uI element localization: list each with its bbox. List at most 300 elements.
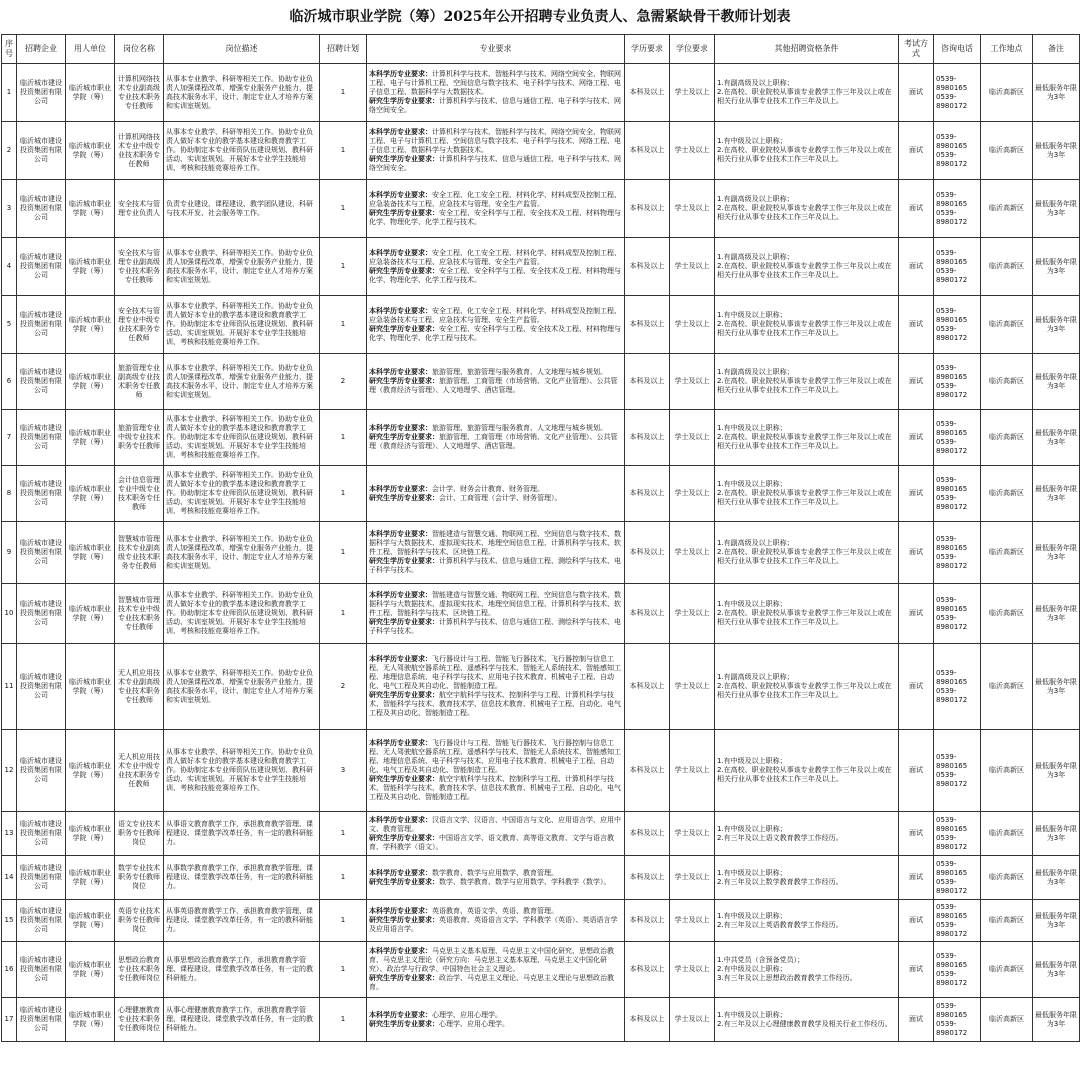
unit-cell: 临沂城市职业学院（筹） [66, 296, 115, 354]
major-req-text: 航空宇航科学与技术、控制科学与工程、计算机科学与技术、智能科学与技术、教育技术学、信息技术教育、机械电子工程、自动化、电气工程及其自动化、智能制造工程。 [369, 691, 621, 717]
major-req-text: 政治学、马克思主义理论、马克思主义理论与思想政治教育。 [369, 974, 614, 991]
row-no-cell: 11 [2, 644, 17, 730]
plan-cell: 1 [320, 122, 367, 180]
major-req-line [369, 377, 622, 395]
row-no-cell: 15 [2, 900, 17, 942]
note-cell: 最低服务年限为3年 [1033, 644, 1080, 730]
major-req-cell [367, 730, 625, 812]
place-cell: 临沂高新区 [981, 900, 1033, 942]
company-cell: 临沂城市建设投资集团有限公司 [17, 122, 66, 180]
row-no-cell: 7 [2, 410, 17, 466]
place-cell: 临沂高新区 [981, 122, 1033, 180]
exam-cell: 面试 [899, 296, 934, 354]
post-desc-cell: 从事本专业教学、科研等相关工作。协助专业负责人加强课程改革，增强专业服务产业能力，提高技术服务水平，设计、制定专业人才培养方案和实训室规划。 [164, 644, 320, 730]
other-req-line: 2.有中级及以上职称； [717, 965, 787, 973]
table-row [2, 812, 1080, 856]
major-req-text: 安全工程、化工安全工程、材料化学、材料成型及控制工程、应急装备技术与工程、应急技术与管理、安全生产监管。 [369, 190, 621, 208]
major-req-line [369, 249, 622, 267]
phone-cell: 0539-8980165 0539-8980172 [934, 354, 981, 410]
company-cell: 临沂城市建设投资集团有限公司 [17, 998, 66, 1042]
post-desc-cell: 从事本专业教学、科研等相关工作。协助专业负责人加强课程改革，增强专业服务产业能力，提高技术服务水平，设计、制定专业人才培养方案和实训室规划。 [164, 64, 320, 122]
company-cell: 临沂城市建设投资集团有限公司 [17, 180, 66, 238]
row-no-cell: 8 [2, 466, 17, 522]
edu-req-cell: 本科及以上 [625, 812, 670, 856]
company-cell: 临沂城市建设投资集团有限公司 [17, 812, 66, 856]
row-no-cell: 2 [2, 122, 17, 180]
major-req-text: 会计学、财务会计教育、财务管理。 [432, 484, 544, 493]
unit-cell: 临沂城市职业学院（筹） [66, 64, 115, 122]
phone-cell: 0539-8980165 0539-8980172 [934, 64, 981, 122]
plan-cell: 1 [320, 64, 367, 122]
edu-req-cell: 本科及以上 [625, 998, 670, 1042]
note-cell: 最低服务年限为3年 [1033, 410, 1080, 466]
note-cell: 最低服务年限为3年 [1033, 942, 1080, 998]
phone-cell: 0539-8980165 0539-8980172 [934, 942, 981, 998]
other-req-line: 2.在高校、职业院校从事该专业教学工作三年及以上或在相关行业从事专业技术工作三年及以上。 [717, 609, 892, 626]
exam-cell: 面试 [899, 122, 934, 180]
major-req-cell [367, 466, 625, 522]
degree-req-cell: 学士及以上 [670, 812, 715, 856]
major-req-label: 本科学历专业要求： [369, 128, 432, 136]
major-req-label: 本科学历专业要求： [369, 1010, 432, 1019]
table-row [2, 180, 1080, 238]
major-req-line [369, 739, 622, 775]
other-req-cell [715, 644, 899, 730]
table-row [2, 522, 1080, 584]
company-cell: 临沂城市建设投资集团有限公司 [17, 644, 66, 730]
major-req-text: 飞行器设计与工程、智能飞行器技术、飞行器控制与信息工程、无人驾驶航空器系统工程、遥感科学与技术、智能无人系统技术、智能感知工程、地理信息系统、电子科学与技术、应用电子技术教育、机械电子工程、自动化、电气工程及其自动化、智能制造工程。 [369, 655, 621, 690]
post-desc-cell: 从事数学教育教学工作，承担教育教学管理、课程建设、课堂教学改革任务，有一定的教科研能力。 [164, 856, 320, 900]
post-name-cell: 心理健康教育专业技术职务专任教师岗位 [115, 998, 164, 1042]
major-req-text: 心理学、应用心理学。 [439, 1019, 509, 1028]
major-req-label: 本科学历专业要求： [369, 655, 432, 663]
phone-cell: 0539-8980165 0539-8980172 [934, 122, 981, 180]
other-req-line: 1.有中级及以上职称； [717, 600, 787, 608]
exam-cell: 面试 [899, 466, 934, 522]
other-req-line: 1.有中级及以上职称； [717, 868, 787, 877]
major-req-label: 研究生学历专业要求： [369, 974, 439, 982]
major-req-line [369, 307, 622, 325]
row-no-cell: 6 [2, 354, 17, 410]
major-req-line [369, 591, 622, 618]
company-cell: 临沂城市建设投资集团有限公司 [17, 900, 66, 942]
other-req-cell [715, 900, 899, 942]
phone-cell: 0539-8980165 0539-8980172 [934, 466, 981, 522]
exam-cell: 面试 [899, 900, 934, 942]
major-req-text: 智能建造与智慧交通、物联网工程、空间信息与数字技术、数据科学与大数据技术、虚拟现实技术、地理空间信息工程、计算机科学与技术、软件工程、智能科学与技术、区块链工程。 [369, 591, 621, 617]
major-req-label: 本科学历专业要求： [369, 530, 432, 538]
major-req-line [369, 1020, 622, 1029]
other-req-line: 2.有三年及以上数学教育教学工作经历。 [717, 877, 843, 886]
header-edu: 学历要求 [625, 35, 670, 64]
other-req-cell [715, 584, 899, 644]
table-body [2, 64, 1080, 1042]
unit-cell: 临沂城市职业学院（筹） [66, 522, 115, 584]
other-req-line: 1.有副高级及以上职称； [717, 368, 794, 376]
other-req-line: 2.有三年及以上英语教育教学工作经历。 [717, 920, 843, 929]
major-req-text: 旅游管理、旅游管理与服务教育、人文地理与城乡规划。 [432, 424, 607, 432]
note-cell: 最低服务年限为3年 [1033, 466, 1080, 522]
major-req-label: 本科学历专业要求： [369, 815, 432, 824]
other-req-line: 1.有副高级及以上职称； [717, 195, 794, 203]
edu-req-cell: 本科及以上 [625, 410, 670, 466]
post-desc-cell: 从事本专业教学、科研等相关工作。协助专业负责人加强课程改革，增强专业服务产业能力，提高技术服务水平，设计、制定专业人才培养方案和实训室规划。 [164, 238, 320, 296]
degree-req-cell: 学士及以上 [670, 410, 715, 466]
other-req-line: 1.有中级及以上职称； [717, 137, 787, 145]
major-req-text: 安全工程、化工安全工程、材料化学、材料成型及控制工程、应急装备技术与工程、应急技术与管理、安全生产监管。 [369, 248, 621, 266]
major-req-line [369, 485, 622, 494]
post-desc-cell: 从事本专业教学、科研等相关工作。协助专业负责人做好本专业的教学基本建设和教育教学工作。协助制定本专业师资队伍建设规划、教科研活动、实训室规划。开展好本专业学生技能培训、考核和技能竞赛培养工作。 [164, 122, 320, 180]
major-req-text: 安全工程、安全科学与工程、安全技术及工程、材料物理与化学、物理化学、化学工程与技术。 [369, 208, 621, 226]
degree-req-cell: 学士及以上 [670, 64, 715, 122]
unit-cell: 临沂城市职业学院（筹） [66, 584, 115, 644]
plan-cell: 1 [320, 856, 367, 900]
other-req-line: 1.有副高级及以上职称； [717, 253, 794, 261]
header-degree: 学位要求 [670, 35, 715, 64]
major-req-label: 研究生学历专业要求： [369, 618, 439, 626]
other-req-cell [715, 296, 899, 354]
major-req-text: 安全工程、安全科学与工程、安全技术及工程、材料物理与化学、物理化学、化学工程与技术。 [369, 324, 621, 342]
recruitment-table [1, 34, 1080, 1042]
post-name-cell: 计算机网络技术专业中级专业技术职务专任教师 [115, 122, 164, 180]
header-place: 工作地点 [981, 35, 1033, 64]
other-req-line: 2.在高校、职业院校从事该专业教学工作三年及以上或在相关行业从事专业技术工作三年及以上。 [717, 204, 892, 221]
major-req-text: 安全工程、安全科学与工程、安全技术及工程、材料物理与化学、物理化学、化学工程与技术。 [369, 266, 621, 284]
table-row [2, 856, 1080, 900]
major-req-line [369, 916, 622, 934]
degree-req-cell: 学士及以上 [670, 856, 715, 900]
phone-cell: 0539-8980165 0539-8980172 [934, 584, 981, 644]
major-req-line [369, 907, 622, 916]
other-req-line: 1.有副高级及以上职称； [717, 79, 794, 87]
degree-req-cell: 学士及以上 [670, 644, 715, 730]
post-desc-cell: 从事心理健康教育教学工作，承担教育教学管理、课程建设、课堂教学改革任务，有一定的教科研能力。 [164, 998, 320, 1042]
major-req-label: 本科学历专业要求： [369, 868, 432, 877]
major-req-label: 研究生学历专业要求： [369, 775, 439, 783]
row-no-cell: 9 [2, 522, 17, 584]
other-req-cell [715, 998, 899, 1042]
major-req-line [369, 878, 622, 887]
other-req-cell [715, 812, 899, 856]
major-req-text: 航空宇航科学与技术、控制科学与工程、计算机科学与技术、智能科学与技术、教育技术学、信息技术教育、机械电子工程、自动化、电气工程及其自动化、智能制造工程。 [369, 775, 621, 801]
plan-cell: 1 [320, 812, 367, 856]
major-req-text: 会计、工商管理（会计学、财务管理）。 [439, 493, 562, 502]
row-no-cell: 4 [2, 238, 17, 296]
major-req-label: 本科学历专业要求： [369, 248, 432, 257]
major-req-label: 研究生学历专业要求： [369, 877, 439, 886]
edu-req-cell: 本科及以上 [625, 942, 670, 998]
major-req-line [369, 834, 622, 852]
phone-cell: 0539-8980165 0539-8980172 [934, 856, 981, 900]
plan-cell: 2 [320, 644, 367, 730]
degree-req-cell: 学士及以上 [670, 466, 715, 522]
table-row [2, 122, 1080, 180]
major-req-label: 本科学历专业要求： [369, 947, 432, 955]
other-req-line: 2.在高校、职业院校从事该专业教学工作三年及以上或在相关行业从事专业技术工作三年及以上。 [717, 377, 892, 394]
major-req-line [369, 97, 622, 115]
exam-cell: 面试 [899, 644, 934, 730]
post-desc-cell: 从事本专业教学、科研等相关工作。协助专业负责人加强课程改革，增强专业服务产业能力，提高技术服务水平，设计、制定专业人才培养方案和实训室规划。 [164, 354, 320, 410]
note-cell: 最低服务年限为3年 [1033, 296, 1080, 354]
major-req-cell [367, 122, 625, 180]
place-cell: 临沂高新区 [981, 998, 1033, 1042]
major-req-line [369, 655, 622, 691]
major-req-label: 研究生学历专业要求： [369, 97, 439, 105]
edu-req-cell: 本科及以上 [625, 466, 670, 522]
other-req-line: 2.在高校、职业院校从事该专业教学工作三年及以上或在相关行业从事专业技术工作三年及以上。 [717, 489, 892, 506]
header-plan: 招聘计划 [320, 35, 367, 64]
degree-req-cell: 学士及以上 [670, 354, 715, 410]
header-unit: 用人单位 [66, 35, 115, 64]
post-name-cell: 数学专业技术职务专任教师岗位 [115, 856, 164, 900]
plan-cell: 1 [320, 410, 367, 466]
edu-req-cell: 本科及以上 [625, 856, 670, 900]
company-cell: 临沂城市建设投资集团有限公司 [17, 942, 66, 998]
note-cell: 最低服务年限为3年 [1033, 856, 1080, 900]
table-row [2, 584, 1080, 644]
major-req-label: 研究生学历专业要求： [369, 557, 439, 565]
major-req-label: 研究生学历专业要求： [369, 691, 439, 699]
major-req-label: 研究生学历专业要求： [369, 377, 439, 385]
row-no-cell: 3 [2, 180, 17, 238]
major-req-line [369, 557, 622, 575]
major-req-line [369, 424, 622, 433]
major-req-text: 旅游管理、旅游管理与服务教育、人文地理与城乡规划。 [432, 368, 607, 376]
edu-req-cell: 本科及以上 [625, 900, 670, 942]
place-cell: 临沂高新区 [981, 180, 1033, 238]
phone-cell: 0539-8980165 0539-8980172 [934, 730, 981, 812]
major-req-text: 计算机科学与技术、信息与通信工程、测绘科学与技术、电子科学与技术。 [369, 557, 621, 574]
other-req-line: 1.有中级及以上职称； [717, 424, 787, 432]
plan-cell: 1 [320, 998, 367, 1042]
edu-req-cell: 本科及以上 [625, 64, 670, 122]
header-desc: 岗位描述 [164, 35, 320, 64]
major-req-text: 智能建造与智慧交通、物联网工程、空间信息与数字技术、数据科学与大数据技术、虚拟现实技术、地理空间信息工程、计算机科学与技术、软件工程、智能科学与技术、区块链工程。 [369, 530, 621, 556]
other-req-line: 2.在高校、职业院校从事该专业教学工作三年及以上或在相关行业从事专业技术工作三年及以上。 [717, 682, 892, 699]
other-req-cell [715, 856, 899, 900]
company-cell: 临沂城市建设投资集团有限公司 [17, 856, 66, 900]
major-req-line [369, 691, 622, 718]
other-req-line: 2.有三年及以上心理健康教育教学及相关行业工作经历。 [717, 1019, 892, 1028]
degree-req-cell: 学士及以上 [670, 900, 715, 942]
table-row [2, 942, 1080, 998]
unit-cell: 临沂城市职业学院（筹） [66, 644, 115, 730]
other-req-line: 2.在高校、职业院校从事该专业教学工作三年及以上或在相关行业从事专业技术工作三年及以上。 [717, 433, 892, 450]
major-req-cell [367, 584, 625, 644]
major-req-label: 本科学历专业要求： [369, 70, 432, 78]
place-cell: 临沂高新区 [981, 296, 1033, 354]
major-req-label: 本科学历专业要求： [369, 424, 432, 432]
major-req-line [369, 816, 622, 834]
phone-cell: 0539-8980165 0539-8980172 [934, 522, 981, 584]
post-name-cell: 旅游管理专业副高级专业技术职务专任教师 [115, 354, 164, 410]
other-req-line: 2.在高校、职业院校从事该专业教学工作三年及以上或在相关行业从事专业技术工作三年及以上。 [717, 766, 892, 783]
major-req-cell [367, 998, 625, 1042]
exam-cell: 面试 [899, 64, 934, 122]
exam-cell: 面试 [899, 942, 934, 998]
major-req-line [369, 70, 622, 97]
major-req-label: 研究生学历专业要求： [369, 916, 439, 924]
company-cell: 临沂城市建设投资集团有限公司 [17, 584, 66, 644]
major-req-label: 本科学历专业要求： [369, 484, 432, 493]
other-req-line: 1.有副高级及以上职称； [717, 539, 794, 547]
major-req-text: 安全工程、化工安全工程、材料化学、材料成型及控制工程、应急装备技术与工程、应急技术与管理、安全生产监管。 [369, 306, 621, 324]
post-name-cell: 无人机应用技术专业中级专业技术职务专任教师 [115, 730, 164, 812]
major-req-cell [367, 942, 625, 998]
major-req-line [369, 618, 622, 636]
place-cell: 临沂高新区 [981, 584, 1033, 644]
post-desc-cell: 从事本专业教学、科研等相关工作。协助专业负责人做好本专业的教学基本建设和教育教学工作。协助制定本专业师资队伍建设规划、教科研活动、实训室规划。开展好本专业学生技能培训、考核和技能竞赛培养工作。 [164, 296, 320, 354]
exam-cell: 面试 [899, 856, 934, 900]
major-req-text: 中国语言文学、语文教育、高等语文教育、文学与语言教育、学科教学（语文）。 [369, 833, 614, 851]
note-cell: 最低服务年限为3年 [1033, 522, 1080, 584]
unit-cell: 临沂城市职业学院（筹） [66, 122, 115, 180]
place-cell: 临沂高新区 [981, 522, 1033, 584]
major-req-cell [367, 900, 625, 942]
other-req-cell [715, 466, 899, 522]
unit-cell: 临沂城市职业学院（筹） [66, 812, 115, 856]
major-req-text: 计算机科学与技术、智能科学与技术、网络空间安全、物联网工程、电子与计算机工程、空间信息与数字技术、电子科学与技术、网络工程、电子信息工程、数据科学与大数据技术。 [369, 70, 621, 96]
major-req-label: 本科学历专业要求： [369, 739, 432, 747]
phone-cell: 0539-8980165 0539-8980172 [934, 812, 981, 856]
plan-cell: 2 [320, 354, 367, 410]
plan-cell: 1 [320, 238, 367, 296]
other-req-cell [715, 942, 899, 998]
other-req-cell [715, 238, 899, 296]
other-req-line: 1.有中级及以上职称； [717, 757, 787, 765]
exam-cell: 面试 [899, 998, 934, 1042]
plan-cell: 1 [320, 180, 367, 238]
major-req-line [369, 128, 622, 155]
major-req-cell [367, 354, 625, 410]
major-req-text: 计算机科学与技术、信息与通信工程、电子科学与技术、网络空间安全。 [369, 97, 621, 114]
company-cell: 临沂城市建设投资集团有限公司 [17, 354, 66, 410]
exam-cell: 面试 [899, 180, 934, 238]
other-req-line: 3.有三年及以上思想政治教育教学工作经历。 [717, 974, 857, 982]
major-req-line [369, 869, 622, 878]
degree-req-cell: 学士及以上 [670, 730, 715, 812]
company-cell: 临沂城市建设投资集团有限公司 [17, 730, 66, 812]
post-name-cell: 旅游管理专业中级专业技术职务专任教师 [115, 410, 164, 466]
header-major: 专业要求 [367, 35, 625, 64]
phone-cell: 0539-8980165 0539-8980172 [934, 296, 981, 354]
post-name-cell: 安全技术与管理专业副高级专业技术职务专任教师 [115, 238, 164, 296]
company-cell: 临沂城市建设投资集团有限公司 [17, 522, 66, 584]
unit-cell: 临沂城市职业学院（筹） [66, 354, 115, 410]
note-cell: 最低服务年限为3年 [1033, 180, 1080, 238]
major-req-text: 英语教育、英语文学、英语、教育管理。 [432, 907, 558, 915]
major-req-label: 研究生学历专业要求： [369, 324, 439, 333]
other-req-line: 2.在高校、职业院校从事该专业教学工作三年及以上或在相关行业从事专业技术工作三年及以上。 [717, 262, 892, 279]
unit-cell: 临沂城市职业学院（筹） [66, 900, 115, 942]
place-cell: 临沂高新区 [981, 410, 1033, 466]
post-name-cell: 智慧城市管理技术专业中级专业技术职务专任教师 [115, 584, 164, 644]
company-cell: 临沂城市建设投资集团有限公司 [17, 410, 66, 466]
post-name-cell: 无人机应用技术专业副高级专业技术职务专任教师 [115, 644, 164, 730]
other-req-cell [715, 354, 899, 410]
post-desc-cell: 从事思想政治教育教学工作，承担教育教学管理、课程建设、课堂教学改革任务，有一定的教科研能力。 [164, 942, 320, 998]
other-req-line: 1.有中级及以上职称； [717, 911, 787, 920]
header-phone: 咨询电话 [934, 35, 981, 64]
place-cell: 临沂高新区 [981, 644, 1033, 730]
other-req-line: 1.中共党员（含预备党员）； [717, 956, 805, 964]
plan-cell: 1 [320, 522, 367, 584]
other-req-line: 1.有中级及以上职称； [717, 311, 787, 319]
row-no-cell: 10 [2, 584, 17, 644]
post-name-cell: 思想政治教育专业技术职务专任教师岗位 [115, 942, 164, 998]
header-note: 备注 [1033, 35, 1080, 64]
document-title: 临沂城市职业学院（筹）2025年公开招聘专业负责人、急需紧缺骨干教师计划表 [289, 9, 791, 25]
plan-cell: 1 [320, 296, 367, 354]
major-req-line [369, 191, 622, 209]
major-req-line [369, 155, 622, 173]
table-header-row [2, 35, 1080, 64]
place-cell: 临沂高新区 [981, 238, 1033, 296]
other-req-cell [715, 180, 899, 238]
edu-req-cell: 本科及以上 [625, 296, 670, 354]
place-cell: 临沂高新区 [981, 730, 1033, 812]
edu-req-cell: 本科及以上 [625, 522, 670, 584]
plan-cell: 1 [320, 584, 367, 644]
major-req-label: 研究生学历专业要求： [369, 266, 439, 275]
major-req-line [369, 267, 622, 285]
major-req-label: 研究生学历专业要求： [369, 833, 439, 842]
major-req-cell [367, 812, 625, 856]
edu-req-cell: 本科及以上 [625, 238, 670, 296]
major-req-label: 本科学历专业要求： [369, 306, 432, 315]
table-row [2, 644, 1080, 730]
major-req-label: 本科学历专业要求： [369, 368, 432, 376]
major-req-text: 英语教育、英语语言文学、学科教学（英语）、英语语言学及应用语言学。 [369, 916, 618, 933]
post-name-cell: 安全技术与管理专业中级专业技术职务专任教师 [115, 296, 164, 354]
table-row [2, 900, 1080, 942]
plan-cell: 1 [320, 466, 367, 522]
exam-cell: 面试 [899, 238, 934, 296]
table-row [2, 238, 1080, 296]
row-no-cell: 1 [2, 64, 17, 122]
note-cell: 最低服务年限为3年 [1033, 122, 1080, 180]
post-desc-cell: 从事语文教育教学工作，承担教育教学管理、课程建设、课堂教学改革任务，有一定的教科研能力。 [164, 812, 320, 856]
other-req-cell [715, 410, 899, 466]
other-req-line: 1.有中级及以上职称； [717, 1010, 787, 1019]
unit-cell: 临沂城市职业学院（筹） [66, 998, 115, 1042]
major-req-text: 数学教育、数学与应用数学、教育管理。 [432, 868, 558, 877]
note-cell: 最低服务年限为3年 [1033, 354, 1080, 410]
other-req-line: 2.在高校、职业院校从事该专业教学工作三年及以上或在相关行业从事专业技术工作三年及以上。 [717, 88, 892, 105]
edu-req-cell: 本科及以上 [625, 584, 670, 644]
row-no-cell: 12 [2, 730, 17, 812]
company-cell: 临沂城市建设投资集团有限公司 [17, 466, 66, 522]
unit-cell: 临沂城市职业学院（筹） [66, 856, 115, 900]
major-req-line [369, 947, 622, 974]
major-req-cell [367, 64, 625, 122]
unit-cell: 临沂城市职业学院（筹） [66, 238, 115, 296]
post-name-cell: 智慧城市管理技术专业副高级专业技术职务专任教师 [115, 522, 164, 584]
exam-cell: 面试 [899, 584, 934, 644]
post-desc-cell: 从事本专业教学、科研等相关工作。协助专业负责人加强课程改革，增强专业服务产业能力，提高技术服务水平，设计、制定专业人才培养方案和实训室规划。 [164, 522, 320, 584]
other-req-line: 1.有中级及以上职称； [717, 480, 787, 488]
note-cell: 最低服务年限为3年 [1033, 900, 1080, 942]
phone-cell: 0539-8980165 0539-8980172 [934, 410, 981, 466]
post-desc-cell: 从事本专业教学、科研等相关工作。协助专业负责人做好本专业的教学基本建设和教育教学工作。协助制定本专业师资队伍建设规划、教科研活动、实训室规划。开展好本专业学生技能培训、考核和技能竞赛培养工作。 [164, 584, 320, 644]
major-req-cell [367, 410, 625, 466]
header-req: 其他招聘资格条件 [715, 35, 899, 64]
note-cell: 最低服务年限为3年 [1033, 584, 1080, 644]
post-desc-cell: 从事本专业教学、科研等相关工作。协助专业负责人做好本专业的教学基本建设和教育教学工作。协助制定本专业师资队伍建设规划、教科研活动、实训室规划。开展好本专业学生技能培训、考核和技能竞赛培养工作。 [164, 730, 320, 812]
table-row [2, 410, 1080, 466]
post-name-cell: 语文专业技术职务专任教师岗位 [115, 812, 164, 856]
degree-req-cell: 学士及以上 [670, 584, 715, 644]
